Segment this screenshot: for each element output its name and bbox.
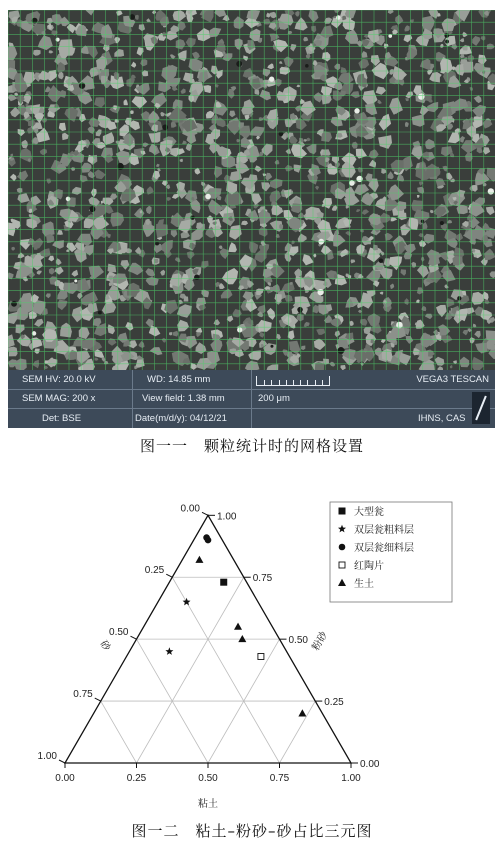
- silt-axis-title: 粉砂: [310, 629, 331, 653]
- silt-tick-label: 0.00: [360, 759, 380, 770]
- figure2-caption: 图一二 粘土–粉砂–砂占比三元图: [131, 822, 373, 840]
- series-3: [258, 653, 264, 659]
- sem-view-field: View field: 1.38 mm: [142, 393, 225, 404]
- data-point: [183, 598, 191, 606]
- sand-tick: [166, 574, 172, 577]
- data-point: [258, 653, 264, 659]
- silt-tick-label: 0.50: [288, 635, 308, 647]
- sem-brand: VEGA3 TESCAN: [416, 374, 489, 385]
- series-2: [203, 534, 211, 543]
- clay-tick-label: 0.75: [269, 773, 290, 784]
- legend-label: 红陶片: [354, 561, 384, 572]
- data-point: [165, 647, 173, 655]
- ternary-grid: [101, 577, 316, 763]
- sem-image: [8, 10, 495, 370]
- sand-tick: [202, 512, 208, 515]
- legend-label: 生土: [354, 579, 374, 590]
- sand-tick: [131, 636, 137, 639]
- series-0: [220, 579, 227, 586]
- legend-marker: [339, 544, 346, 551]
- legend-label: 大型瓮: [354, 507, 384, 518]
- data-point: [238, 635, 246, 642]
- tescan-logo: [472, 392, 490, 424]
- silt-tick-label: 1.00: [217, 511, 237, 523]
- data-point: [195, 556, 203, 563]
- sand-tick-label: 0.25: [144, 565, 165, 577]
- sand-tick: [95, 698, 101, 701]
- sand-tick-label: 1.00: [37, 751, 57, 762]
- sem-mag: SEM MAG: 200 x: [22, 393, 96, 404]
- legend-label: 双层瓮细料层: [354, 543, 414, 554]
- clay-tick-label: 1.00: [341, 773, 361, 784]
- series-1: [165, 598, 190, 655]
- clay-tick-label: 0.00: [55, 773, 75, 784]
- sand-axis-title: 砂: [97, 638, 112, 653]
- legend-marker: [339, 562, 345, 568]
- ternary-chart: [0, 488, 504, 818]
- sand-tick-label: 0.00: [180, 503, 200, 515]
- scale-bar: [256, 376, 330, 386]
- sem-detector: Det: BSE: [42, 413, 82, 424]
- sand-tick-label: 0.50: [109, 627, 129, 639]
- legend-label: 双层瓮粗料层: [354, 525, 414, 536]
- sem-hv: SEM HV: 20.0 kV: [22, 374, 96, 385]
- clay-axis-title: 粘土: [198, 799, 218, 810]
- legend: [330, 502, 452, 602]
- data-point: [220, 579, 227, 586]
- sem-info-bar: [8, 370, 495, 428]
- legend-marker: [339, 508, 346, 515]
- sand-tick-label: 0.75: [73, 689, 93, 701]
- sem-micrograph: [8, 10, 495, 370]
- sem-scale-label: 200 μm: [258, 393, 290, 404]
- figure1-caption: 图一一 颗粒统计时的网格设置: [139, 437, 364, 455]
- clay-tick-label: 0.25: [126, 773, 147, 784]
- sem-lab: IHNS, CAS: [418, 413, 466, 424]
- sand-tick: [59, 760, 65, 763]
- silt-tick-label: 0.25: [324, 697, 344, 709]
- sem-wd: WD: 14.85 mm: [147, 374, 211, 385]
- data-point: [298, 709, 306, 716]
- clay-tick-label: 0.50: [198, 773, 218, 784]
- silt-tick-label: 0.75: [252, 573, 273, 585]
- data-point: [234, 623, 242, 630]
- data-point: [205, 537, 212, 544]
- sem-date: Date(m/d/y): 04/12/21: [135, 413, 227, 424]
